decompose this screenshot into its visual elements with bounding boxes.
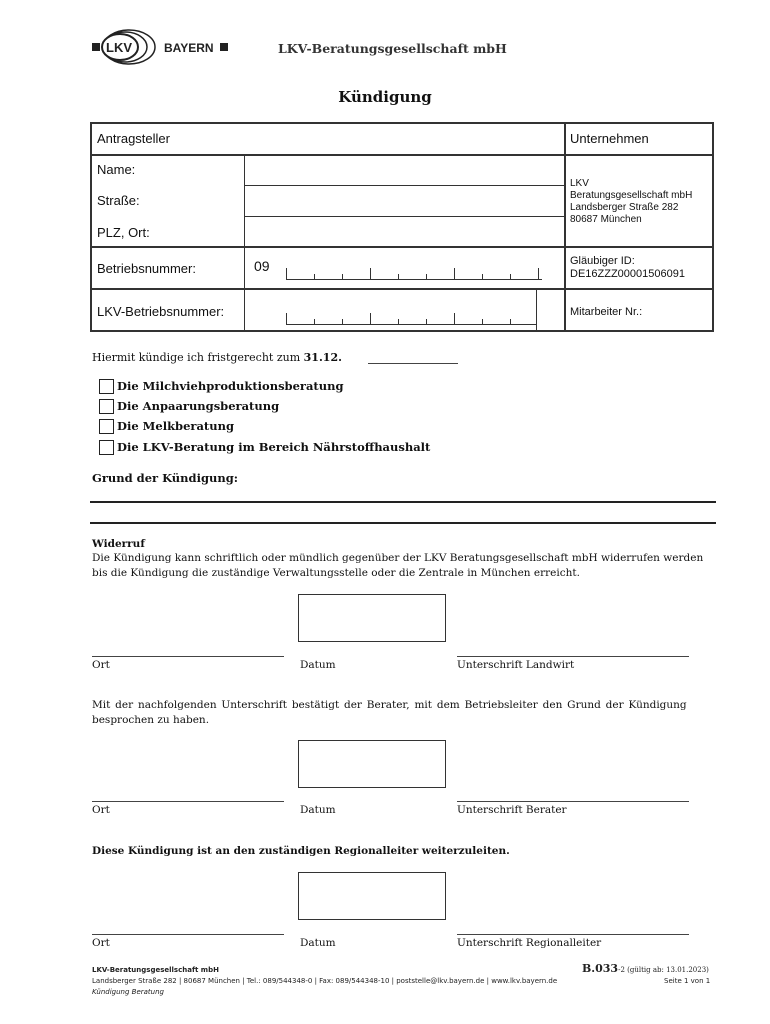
unterschrift-landwirt-label: Unterschrift Landwirt xyxy=(457,659,575,671)
signature-line-berater[interactable] xyxy=(457,801,689,802)
betriebsnummer-prefix: 09 xyxy=(254,258,270,274)
mitarbeiter-label: Mitarbeiter Nr.: xyxy=(570,306,643,318)
company-title: LKV-Beratungsgesellschaft mbH xyxy=(278,41,507,56)
name-field[interactable] xyxy=(246,156,562,184)
plz-ort-field[interactable] xyxy=(246,217,562,245)
footer-doc-name: Kündigung Beratung xyxy=(92,988,164,996)
reason-line-1[interactable] xyxy=(90,501,716,503)
ort-label-1: Ort xyxy=(92,659,110,671)
plz-ort-label: PLZ, Ort: xyxy=(97,225,150,240)
applicant-form-table xyxy=(90,122,714,332)
option-milchvieh-label: Die Milchviehproduktionsberatung xyxy=(117,379,344,393)
betriebsnummer-label: Betriebsnummer: xyxy=(97,261,196,276)
lkv-betriebsnummer-field[interactable] xyxy=(246,290,536,330)
name-label: Name: xyxy=(97,162,136,177)
svg-text:LKV: LKV xyxy=(106,40,132,55)
unterschrift-berater-label: Unterschrift Berater xyxy=(457,804,567,816)
date-stamp-box-2[interactable] xyxy=(298,740,446,788)
option-melk-label: Die Melkberatung xyxy=(117,419,234,433)
footer-address: Landsberger Straße 282 | 80687 München | Tel.: 089/544348-0 | Fax: 089/544348-10 | poststelle@lkv.bayern.de | www.lkv.bayern.de xyxy=(92,977,558,985)
widerruf-title: Widerruf xyxy=(92,538,145,550)
forward-text: Diese Kündigung ist an den zuständigen Regionalleiter weiterzuleiten. xyxy=(92,845,510,857)
widerruf-line-2: bis die Kündigung die zuständige Verwaltungsstelle oder die Zentrale in München erreicht. xyxy=(92,567,580,579)
signature-line-landwirt[interactable] xyxy=(457,656,689,657)
cancel-date: 31.12. xyxy=(303,351,342,364)
cancel-sentence: Hiermit kündige ich fristgerecht zum 31.12. xyxy=(92,351,342,364)
datum-label-3: Datum xyxy=(300,937,336,949)
unterschrift-regionalleiter-label: Unterschrift Regionalleiter xyxy=(457,937,602,949)
ort-line-2[interactable] xyxy=(92,801,284,802)
company-address: LKV Beratungsgesellschaft mbH Landsberger Straße 282 80687 München xyxy=(570,178,693,225)
reason-line-2[interactable] xyxy=(90,522,716,524)
ort-line-1[interactable] xyxy=(92,656,284,657)
datum-label-1: Datum xyxy=(300,659,336,671)
option-naehrstoff-label: Die LKV-Beratung im Bereich Nährstoffhaushalt xyxy=(117,440,431,454)
street-field[interactable] xyxy=(246,186,562,215)
option-anpaarung-checkbox[interactable] xyxy=(99,399,114,414)
ort-label-2: Ort xyxy=(92,804,110,816)
unternehmen-header: Unternehmen xyxy=(570,131,649,146)
antragsteller-header: Antragsteller xyxy=(97,131,170,146)
date-stamp-box-3[interactable] xyxy=(298,872,446,920)
berater-text-line-2: besprochen zu haben. xyxy=(92,714,210,726)
option-milchvieh-checkbox[interactable] xyxy=(99,379,114,394)
glaeubiger-id: Gläubiger ID: DE16ZZZ00001506091 xyxy=(570,255,685,280)
footer-form-code: B.033-2 (gültig ab: 13.01.2023) xyxy=(582,962,709,975)
option-melk-checkbox[interactable] xyxy=(99,419,114,434)
street-label: Straße: xyxy=(97,193,140,208)
svg-text:BAYERN: BAYERN xyxy=(164,41,214,55)
footer-company: LKV-Beratungsgesellschaft mbH xyxy=(92,966,219,974)
widerruf-line-1: Die Kündigung kann schriftlich oder mündlich gegenüber der LKV Beratungsgesellschaft mbH widerrufen werden xyxy=(92,552,704,564)
ort-line-3[interactable] xyxy=(92,934,284,935)
date-stamp-box-1[interactable] xyxy=(298,594,446,642)
option-naehrstoff-checkbox[interactable] xyxy=(99,440,114,455)
page-title: Kündigung xyxy=(338,88,432,106)
option-anpaarung-label: Die Anpaarungsberatung xyxy=(117,399,280,413)
cancel-year-field[interactable] xyxy=(368,363,458,364)
ort-label-3: Ort xyxy=(92,937,110,949)
signature-line-regionalleiter[interactable] xyxy=(457,934,689,935)
datum-label-2: Datum xyxy=(300,804,336,816)
berater-text-line-1: Mit der nachfolgenden Unterschrift bestätigt der Berater, mit dem Betriebsleiter den Grund der Kündigung xyxy=(92,699,687,711)
reason-label: Grund der Kündigung: xyxy=(92,471,238,485)
lkv-betriebsnummer-label: LKV-Betriebsnummer: xyxy=(97,304,225,319)
betriebsnummer-field[interactable] xyxy=(246,248,562,288)
lkv-bayern-logo xyxy=(92,28,242,68)
footer-page-number: Seite 1 von 1 xyxy=(664,977,711,985)
